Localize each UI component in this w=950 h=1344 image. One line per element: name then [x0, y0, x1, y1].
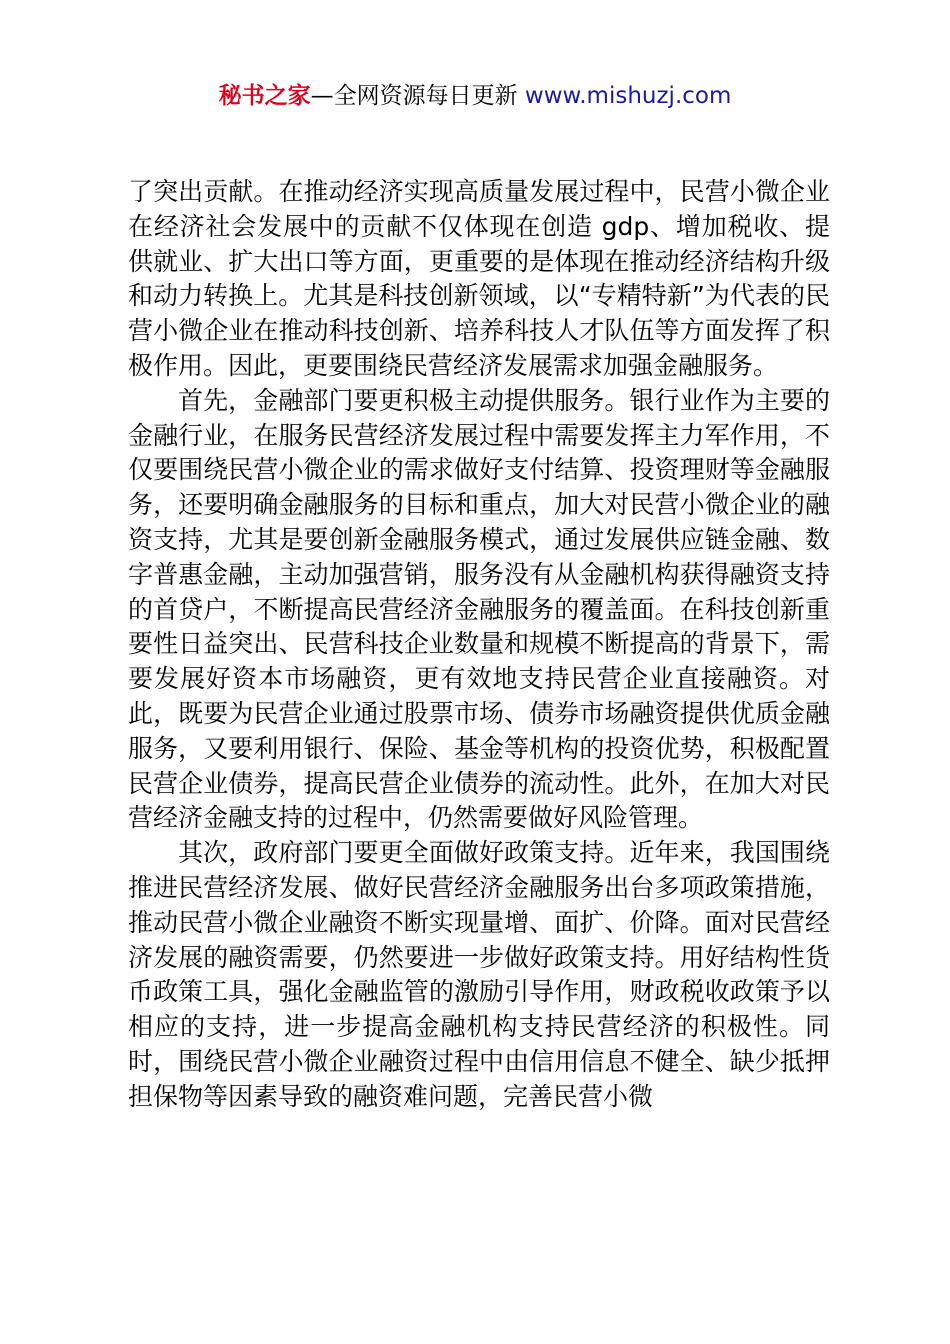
site-url-link[interactable]: www.mishuzj.com [517, 83, 732, 109]
paragraph-2: 首先，金融部门要更积极主动提供服务。银行业作为主要的金融行业，在服务民营经济发展过程中需要发挥主力军作用，不仅要围绕民营小微企业的需求做好支付结算、投资理财等金融服务，还要明确金融服务的目标和重点，加大对民营小微企业的融资支持，尤其是要创新金融服务模式，通过发展供应链金融、数字普惠金融，主动加强营销，服务没有从金融机构获得融资支持的首贷户，不断提高民营经济金融服务的覆盖面。在科技创新重要性日益突出、民营科技企业数量和规模不断提高的背景下，需要发展好资本市场融资，更有效地支持民营企业直接融资。对此，既要为民营企业通过股票市场、债券市场融资提供优质金融服务，又要利用银行、保险、基金等机构的投资优势，积极配置民营企业债券，提高民营企业债券的流动性。此外，在加大对民营经济金融支持的过程中，仍然需要做好风险管理。 [128, 385, 830, 833]
paragraph-1: 了突出贡献。在推动经济实现高质量发展过程中，民营小微企业在经济社会发展中的贡献不仅体现在创造 gdp、增加税收、提供就业、扩大出口等方面，更重要的是体现在推动经济结构升级和动力转换上。尤其是科技创新领域，以“专精特新”为代表的民营小微企业在推动科技创新、培养科技人才队伍等方面发挥了积极作用。因此，更要围绕民营经济发展需求加强金融服务。 [128, 177, 830, 380]
paragraph-3: 其次，政府部门要更全面做好政策支持。近年来，我国围绕推进民营经济发展、做好民营经济金融服务出台多项政策措施，推动民营小微企业融资不断实现量增、面扩、价降。面对民营经济发展的融资需要，仍然要进一步做好政策支持。用好结构性货币政策工具，强化金融监管的激励引导作用，财政税收政策予以相应的支持，进一步提高金融机构支持民营经济的积极性。同时，围绕民营小微企业融资过程中由信用信息不健全、缺少抵押担保物等因素导致的融资难问题，完善民营小微 [128, 838, 830, 1111]
brand-name: 秘书之家 [218, 83, 311, 109]
header-tagline: —全网资源每日更新 [310, 83, 518, 109]
page-header [0, 80, 950, 112]
document-body [128, 175, 830, 1115]
